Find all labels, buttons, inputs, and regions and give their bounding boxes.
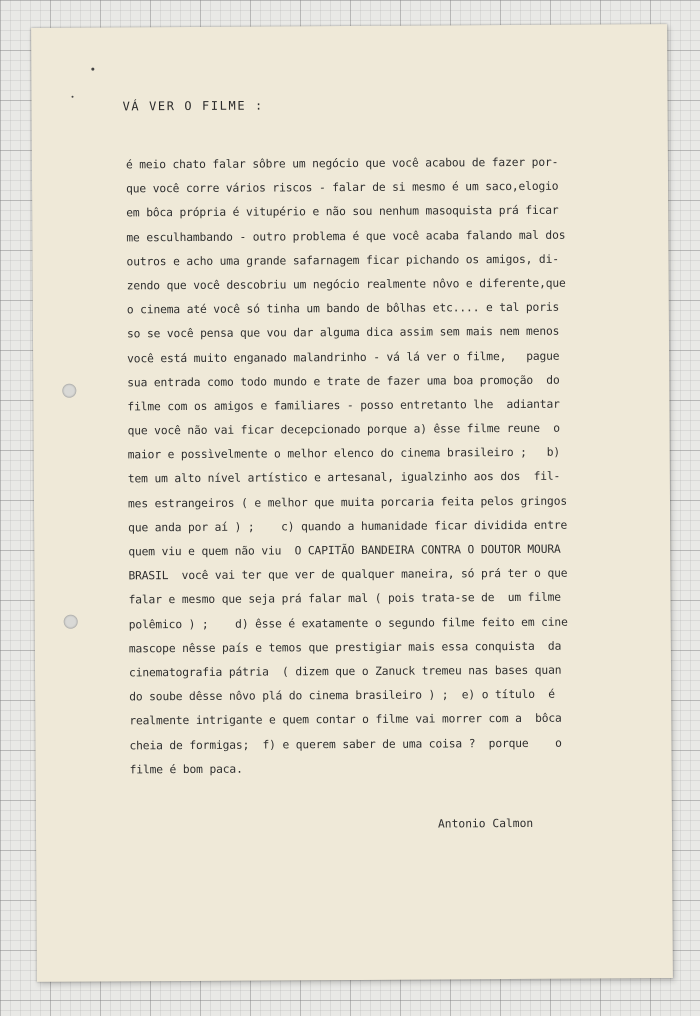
text-line: outros e acho uma grande safarnagem ficar pichando os amigos, di- [126,252,559,269]
text-line: o cinema até você só tinha um bando de bôlhas etc.... e tal poris [126,300,560,317]
author-signature: Antonio Calmon [437,816,534,831]
text-line: cheia de formigas; f) e querem saber de uma coisa ? porque o [129,736,562,752]
punch-hole-bottom [64,615,78,629]
typewritten-page [31,24,673,982]
ink-speck [72,96,74,98]
text-line: em bôca própria é vitupério e não sou nenhum masoquista prá ficar [126,204,559,220]
text-line: falar e mesmo que seja prá falar mal ( pois trata-se de um filme [128,591,561,607]
text-line: filme com os amigos e familiares - posso entretanto lhe adiantar [127,397,560,414]
text-line: mascope nêsse país e temos que prestigiar mais essa conquista da [128,639,562,656]
text-line: realmente intrigante e quem contar o filme vai morrer com a bôca [129,712,562,728]
text-line: tem um alto nível artístico e artesanal, igualzinho aos dos fil- [127,470,561,486]
document-title: VÁ VER O FILME : [122,98,264,114]
text-line: so se você pensa que vou dar alguma dica assim sem mais nem menos [126,325,560,341]
punch-hole-top [62,384,76,398]
text-line: zendo que você descobriu um negócio realmente nôvo e diferente,que [126,276,566,293]
text-line: você está muito enganado malandrinho - vá lá ver o filme, pague [127,349,560,365]
text-line: do soube dêsse nôvo plá do cinema brasileiro ) ; e) o título é [129,687,555,704]
text-line: quem viu e quem não viu O CAPITÃO BANDEIRA CONTRA O DOUTOR MOURA [128,542,561,559]
text-line: que anda por aí ) ; c) quando a humanidade ficar dividida entre [128,518,568,535]
text-line: filme é bom paca. [129,762,243,777]
text-line: polêmico ) ; d) êsse é exatamente o segundo filme feito em cine [128,615,568,631]
text-line: sua entrada como todo mundo e trate de fazer uma boa promoção do [127,373,560,390]
text-line: mes estrangeiros ( e melhor que muita porcaria feita pelos gringos [127,494,568,510]
text-line: que você não vai ficar decepcionado porque a) êsse filme reune o [127,421,560,438]
text-line: que você corre vários riscos - falar de si mesmo é um saco,elogio [126,179,559,196]
text-line: cinematografia pátria ( dizem que o Zanuck tremeu nas bases quan [128,663,562,680]
text-line: é meio chato falar sôbre um negócio que você acabou de fazer por- [125,155,559,172]
ink-speck [91,68,94,71]
text-line: BRASIL você vai ter que ver de qualquer maneira, só prá ter o que [128,566,568,583]
document-body [126,150,630,782]
text-line: maior e possìvelmente o melhor elenco do cinema brasileiro ; b) [127,445,561,462]
text-line: me esculhambando - outro problema é que você acaba falando mal dos [126,228,566,244]
